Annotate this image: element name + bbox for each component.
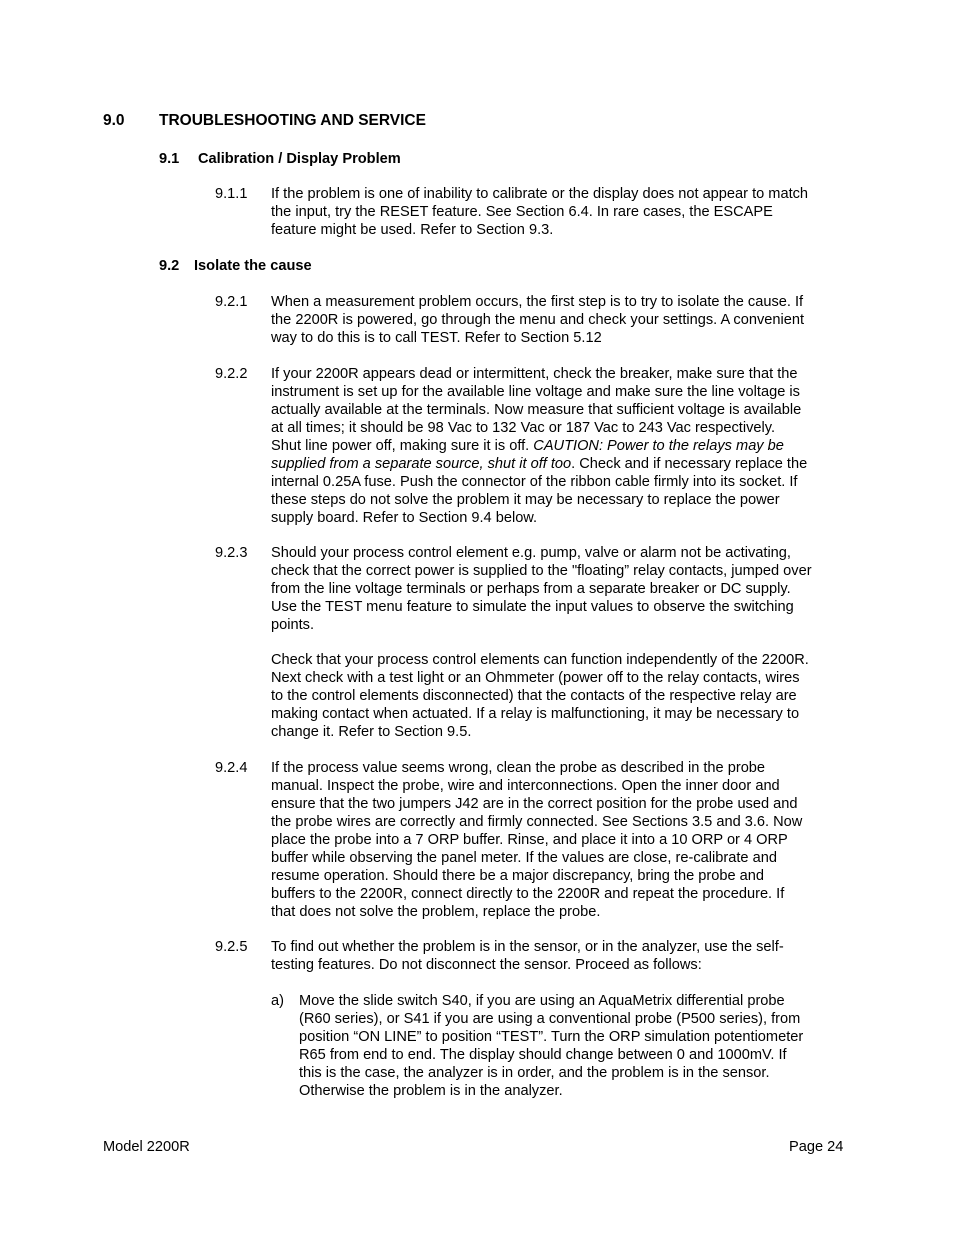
footer-page-number: Page 24	[789, 1139, 844, 1155]
text-line: the probe wires are correctly and firmly connected. See Sections 3.5 and 3.6. Now	[271, 814, 803, 830]
text-line: these steps do not solve the problem it may be necessary to replace the power	[271, 492, 780, 508]
text-line: actually available at the terminals. Now measure that sufficient voltage is available	[271, 402, 802, 418]
text-line: to the control elements disconnected) that the contacts of the respective relay are	[271, 688, 797, 704]
text-segment: Shut line power off, making sure it is off.	[271, 438, 534, 454]
text-line: Otherwise the problem is in the analyzer.	[299, 1083, 563, 1099]
text-line: If the process value seems wrong, clean the probe as described in the probe	[271, 760, 766, 776]
subsection-heading-9-2	[159, 257, 312, 275]
text-line: this is the case, the analyzer is in order, and the problem is in the sensor.	[299, 1065, 770, 1081]
section-heading	[103, 112, 426, 130]
footer-model: Model 2200R	[103, 1139, 190, 1155]
sub-item-text	[299, 992, 855, 1100]
item-number: 9.2.4	[215, 760, 248, 776]
text-line: supply board. Refer to Section 9.4 below.	[271, 510, 538, 526]
text-line: ensure that the two jumpers J42 are in the correct position for the probe used and	[271, 796, 798, 812]
subsection-title: Isolate the cause	[194, 258, 312, 274]
text-line: Should your process control element e.g. pump, valve or alarm not be activating,	[271, 545, 791, 561]
text-line: Check that your process control elements can function independently of the 2200R.	[271, 652, 809, 668]
text-line: way to do this is to call TEST. Refer to Section 5.12	[271, 330, 602, 346]
item-9-2-3-paragraph-2	[271, 651, 855, 741]
section-number: 9.0	[103, 112, 125, 129]
text-line: To find out whether the problem is in the sensor, or in the analyzer, use the self-	[271, 939, 784, 955]
text-line: that does not solve the problem, replace the probe.	[271, 904, 601, 920]
item-text	[271, 544, 855, 634]
text-line: testing features. Do not disconnect the sensor. Proceed as follows:	[271, 957, 702, 973]
text-line: check that the correct power is supplied to the "floating” relay contacts, jumped over	[271, 563, 812, 579]
item-number: 9.2.2	[215, 366, 248, 382]
item-text	[271, 365, 855, 527]
item-number: 9.2.3	[215, 545, 248, 561]
item-number: 9.2.5	[215, 939, 248, 955]
text-line: manual. Inspect the probe, wire and interconnections. Open the inner door and	[271, 778, 780, 794]
item-text	[271, 185, 855, 239]
item-number: 9.2.1	[215, 294, 248, 310]
item-text	[271, 759, 855, 921]
text-line: If your 2200R appears dead or intermittent, check the breaker, make sure that the	[271, 366, 798, 382]
item-text	[271, 938, 855, 974]
subsection-number: 9.2	[159, 258, 180, 274]
text-line	[271, 455, 855, 473]
caution-text: CAUTION: Power to the relays may be	[533, 438, 784, 454]
text-line: buffer while observing the panel meter. If the values are close, re-calibrate and	[271, 850, 777, 866]
subsection-title: Calibration / Display Problem	[198, 151, 401, 167]
text-line: R65 from end to end. The display should change between 0 and 1000mV. If	[299, 1047, 787, 1063]
item-number: 9.1.1	[215, 186, 248, 202]
item-text	[271, 293, 855, 347]
text-line: feature might be used. Refer to Section 9.3.	[271, 222, 554, 238]
caution-text: supplied from a separate source, shut it off too	[271, 456, 572, 472]
text-line: When a measurement problem occurs, the first step is to try to isolate the cause. If	[271, 294, 804, 310]
sub-item-label: a)	[271, 993, 284, 1009]
text-line: resume operation. Should there be a major discrepancy, bring the probe and	[271, 868, 764, 884]
subsection-number: 9.1	[159, 151, 180, 167]
subsection-heading-9-1	[159, 150, 401, 168]
text-line: Move the slide switch S40, if you are using an AquaMetrix differential probe	[299, 993, 785, 1009]
text-line: making contact when actuated. If a relay is malfunctioning, it may be necessary to	[271, 706, 800, 722]
text-line: If the problem is one of inability to calibrate or the display does not appear to match	[271, 186, 809, 202]
text-line: (R60 series), or S41 if you are using a conventional probe (P500 series), from	[299, 1011, 801, 1027]
text-line: buffers to the 2200R, connect directly to the 2200R and repeat the procedure. If	[271, 886, 785, 902]
section-title: TROUBLESHOOTING AND SERVICE	[159, 112, 426, 129]
text-segment: . Check and if necessary replace the	[571, 456, 808, 472]
text-line: the input, try the RESET feature. See Section 6.4. In rare cases, the ESCAPE	[271, 204, 773, 220]
text-line	[271, 437, 855, 455]
text-line: place the probe into a 7 ORP buffer. Rinse, and place it into a 10 ORP or 4 ORP	[271, 832, 788, 848]
text-line: at all times; it should be 98 Vac to 132 Vac or 187 Vac to 243 Vac respectively.	[271, 420, 776, 436]
text-line: Next check with a test light or an Ohmmeter (power off to the relay contacts, wires	[271, 670, 800, 686]
text-line: position “ON LINE” to position “TEST”. Turn the ORP simulation potentiometer	[299, 1029, 804, 1045]
text-line: Use the TEST menu feature to simulate the input values to observe the switching	[271, 599, 794, 615]
text-line: points.	[271, 617, 314, 633]
text-line: the 2200R is powered, go through the menu and check your settings. A convenient	[271, 312, 805, 328]
text-line: internal 0.25A fuse. Push the connector of the ribbon cable firmly into its socket. If	[271, 474, 798, 490]
text-line: instrument is set up for the available line voltage and make sure the line voltage is	[271, 384, 800, 400]
text-line: from the line voltage terminals or perhaps from a separate breaker or DC supply.	[271, 581, 791, 597]
text-line: change it. Refer to Section 9.5.	[271, 724, 472, 740]
